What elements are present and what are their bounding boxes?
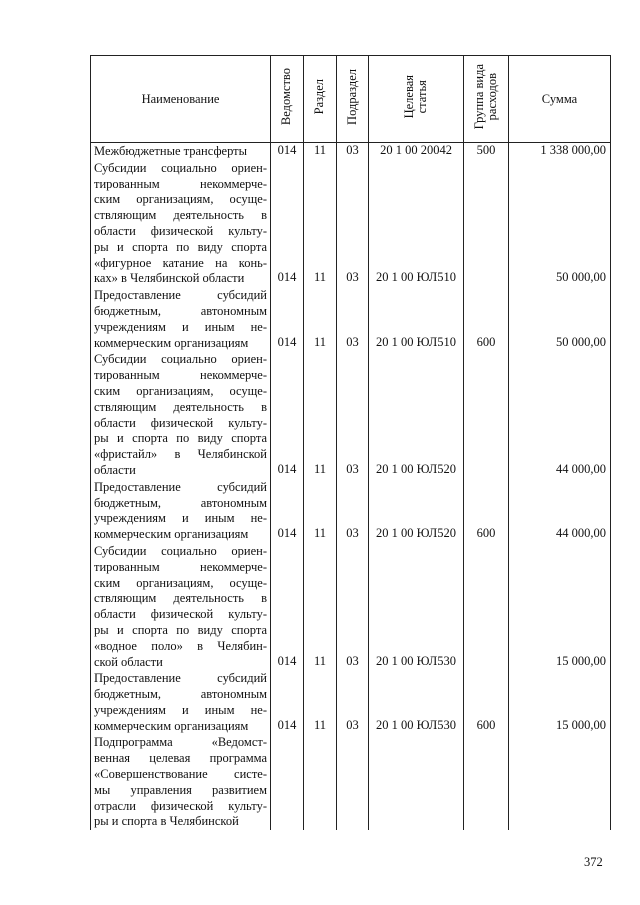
table-row [91, 351, 611, 478]
name-line: Субсидии социально ориен- [94, 352, 267, 367]
cell-razdel [304, 670, 337, 734]
cell-name [91, 670, 271, 734]
table-row [91, 143, 611, 160]
name-line: области [94, 462, 136, 477]
cell-razdel [304, 160, 337, 287]
name-line: коммерческим организациям [94, 718, 249, 733]
cell-gruppa [464, 670, 509, 734]
podrazdel-value: 03 [346, 143, 359, 157]
cell-name [91, 479, 271, 543]
name-line: ры и спорта в Челябинской [94, 814, 239, 829]
name-line: «фристайл» в Челябинской [94, 447, 267, 462]
cell-vedomstvo [271, 351, 304, 478]
name-line: Предоставление субсидий [94, 288, 267, 303]
statya-value: 20 1 00 ЮЛ510 [375, 334, 457, 349]
name-line: ры и спорта по виду спорта [94, 622, 267, 637]
gruppa-value: 600 [476, 526, 496, 541]
name-line: ствляющим деятельность в [94, 591, 267, 606]
cell-summa [509, 160, 611, 287]
podrazdel-value: 03 [346, 526, 359, 541]
statya-value: 20 1 00 ЮЛ530 [375, 653, 457, 668]
gruppa-value [464, 270, 508, 286]
name-line: ствляющим деятельность в [94, 399, 267, 414]
budget-table [90, 55, 611, 830]
cell-gruppa [464, 287, 509, 351]
name-line: «водное поло» в Челябин- [94, 638, 267, 653]
razdel-value: 11 [313, 270, 327, 285]
cell-podrazdel [337, 479, 369, 543]
header-podrazdel: Подраздел [337, 56, 369, 143]
header-vedomstvo: Ведомство [271, 56, 304, 143]
gruppa-value [464, 813, 508, 829]
summa-value: 50 000,00 [556, 334, 606, 349]
name-line: ры и спорта по виду спорта [94, 239, 267, 254]
razdel-value: 11 [313, 717, 327, 732]
statya-value: 20 1 00 ЮЛ520 [375, 461, 457, 476]
name-line: тированным некоммерче- [94, 559, 267, 574]
statya-value: 20 1 00 ЮЛ510 [375, 270, 457, 285]
summa-value: 15 000,00 [556, 717, 606, 732]
statya-value: 20 1 00 ЮЛ530 [375, 717, 457, 732]
gruppa-value: 600 [476, 717, 496, 732]
cell-summa [509, 734, 611, 830]
name-line: учреждениям и иным не- [94, 511, 267, 526]
vedomstvo-value: 014 [277, 717, 297, 732]
name-line: ским организациям, осуще- [94, 383, 267, 398]
cell-statya [369, 287, 464, 351]
name-line: Межбюджетные трансферты [94, 144, 248, 158]
name-line: ры и спорта по виду спорта [94, 431, 267, 446]
cell-razdel [304, 543, 337, 670]
header-name: Наименование [91, 56, 271, 143]
cell-gruppa [464, 543, 509, 670]
cell-summa [509, 351, 611, 478]
razdel-value: 11 [313, 334, 327, 349]
name-line: ствляющим деятельность в [94, 208, 267, 223]
podrazdel-value: 03 [346, 717, 359, 732]
table-row [91, 670, 611, 734]
cell-podrazdel [337, 143, 369, 160]
cell-vedomstvo [271, 160, 304, 287]
name-line: венная целевая программа [94, 751, 267, 766]
name-line: ской области [94, 654, 163, 669]
name-line: бюджетным, автономным [94, 495, 267, 510]
cell-name [91, 287, 271, 351]
summa-value: 44 000,00 [556, 461, 606, 476]
cell-razdel [304, 287, 337, 351]
cell-gruppa [464, 160, 509, 287]
cell-summa [509, 287, 611, 351]
name-line: Предоставление субсидий [94, 671, 267, 686]
cell-name [91, 351, 271, 478]
cell-name [91, 543, 271, 670]
table-body [91, 143, 611, 831]
table-row [91, 160, 611, 287]
name-line: области физической культу- [94, 223, 267, 238]
vedomstvo-value [271, 813, 303, 829]
name-line: Субсидии социально ориен- [94, 160, 267, 175]
podrazdel-value: 03 [346, 270, 359, 285]
cell-statya [369, 143, 464, 160]
gruppa-value: 600 [476, 334, 496, 349]
table-row [91, 287, 611, 351]
podrazdel-value: 03 [346, 461, 359, 476]
page-number: 372 [584, 855, 603, 869]
cell-statya [369, 670, 464, 734]
cell-statya [369, 160, 464, 287]
cell-razdel [304, 143, 337, 160]
name-line: Подпрограмма «Ведомст- [94, 735, 267, 750]
header-tselevaya: Целевая статья [369, 56, 464, 143]
vedomstvo-value: 014 [277, 526, 297, 541]
statya-value [369, 813, 463, 829]
header-gruppa: Группа вида расходов [464, 56, 509, 143]
vedomstvo-value: 014 [277, 143, 297, 157]
vedomstvo-value: 014 [277, 334, 297, 349]
name-line: ским организациям, осуще- [94, 192, 267, 207]
name-line: области физической культу- [94, 415, 267, 430]
table-header-row [91, 56, 611, 143]
name-line: коммерческим организациям [94, 527, 249, 542]
name-line: «Совершенствование систе- [94, 767, 267, 782]
cell-vedomstvo [271, 543, 304, 670]
name-line: ках» в Челябинской области [94, 271, 245, 286]
cell-summa [509, 543, 611, 670]
cell-vedomstvo [271, 479, 304, 543]
cell-statya [369, 543, 464, 670]
vedomstvo-value: 014 [277, 461, 297, 476]
cell-podrazdel [337, 670, 369, 734]
statya-value: 20 1 00 20042 [380, 143, 452, 157]
cell-razdel [304, 734, 337, 830]
vedomstvo-value: 014 [277, 653, 297, 668]
name-line: Предоставление субсидий [94, 479, 267, 494]
podrazdel-value: 03 [346, 334, 359, 349]
cell-gruppa [464, 734, 509, 830]
cell-statya [369, 479, 464, 543]
cell-statya [369, 734, 464, 830]
cell-vedomstvo [271, 143, 304, 160]
cell-summa [509, 670, 611, 734]
cell-summa [509, 143, 611, 160]
name-line: Субсидии социально ориен- [94, 543, 267, 558]
summa-value: 50 000,00 [556, 270, 606, 285]
table-row [91, 543, 611, 670]
name-line: учреждениям и иным не- [94, 702, 267, 717]
summa-value: 44 000,00 [556, 526, 606, 541]
table-row [91, 479, 611, 543]
summa-value: 1 338 000,00 [540, 143, 606, 157]
cell-podrazdel [337, 287, 369, 351]
cell-gruppa [464, 143, 509, 160]
razdel-value: 11 [313, 143, 327, 157]
table-row [91, 734, 611, 830]
razdel-value: 11 [313, 653, 327, 668]
cell-gruppa [464, 351, 509, 478]
header-summa: Сумма [509, 56, 611, 143]
name-line: коммерческим организациям [94, 335, 249, 350]
gruppa-value: 500 [476, 143, 496, 157]
cell-statya [369, 351, 464, 478]
budget-table-sheet [90, 55, 610, 830]
statya-value: 20 1 00 ЮЛ520 [375, 526, 457, 541]
cell-razdel [304, 351, 337, 478]
name-line: тированным некоммерче- [94, 368, 267, 383]
gruppa-value [464, 654, 508, 670]
name-line: области физической культу- [94, 607, 267, 622]
cell-vedomstvo [271, 287, 304, 351]
cell-podrazdel [337, 734, 369, 830]
header-razdel: Раздел [304, 56, 337, 143]
name-line: «фигурное катание на конь- [94, 255, 267, 270]
cell-vedomstvo [271, 734, 304, 830]
cell-podrazdel [337, 543, 369, 670]
name-line: бюджетным, автономным [94, 303, 267, 318]
cell-razdel [304, 479, 337, 543]
name-line: ским организациям, осуще- [94, 575, 267, 590]
cell-name [91, 734, 271, 830]
name-line: учреждениям и иным не- [94, 319, 267, 334]
podrazdel-value [337, 813, 368, 829]
cell-summa [509, 479, 611, 543]
cell-podrazdel [337, 160, 369, 287]
vedomstvo-value: 014 [277, 270, 297, 285]
cell-name [91, 160, 271, 287]
name-line: тированным некоммерче- [94, 176, 267, 191]
cell-name [91, 143, 271, 160]
gruppa-value [464, 462, 508, 478]
podrazdel-value: 03 [346, 653, 359, 668]
razdel-value: 11 [313, 526, 327, 541]
name-line: бюджетным, автономным [94, 687, 267, 702]
name-line: мы управления развитием [94, 782, 267, 797]
name-line: отрасли физической культу- [94, 798, 267, 813]
cell-gruppa [464, 479, 509, 543]
razdel-value [304, 813, 336, 829]
summa-value [509, 813, 606, 829]
razdel-value: 11 [313, 461, 327, 476]
cell-podrazdel [337, 351, 369, 478]
cell-vedomstvo [271, 670, 304, 734]
summa-value: 15 000,00 [556, 653, 606, 668]
